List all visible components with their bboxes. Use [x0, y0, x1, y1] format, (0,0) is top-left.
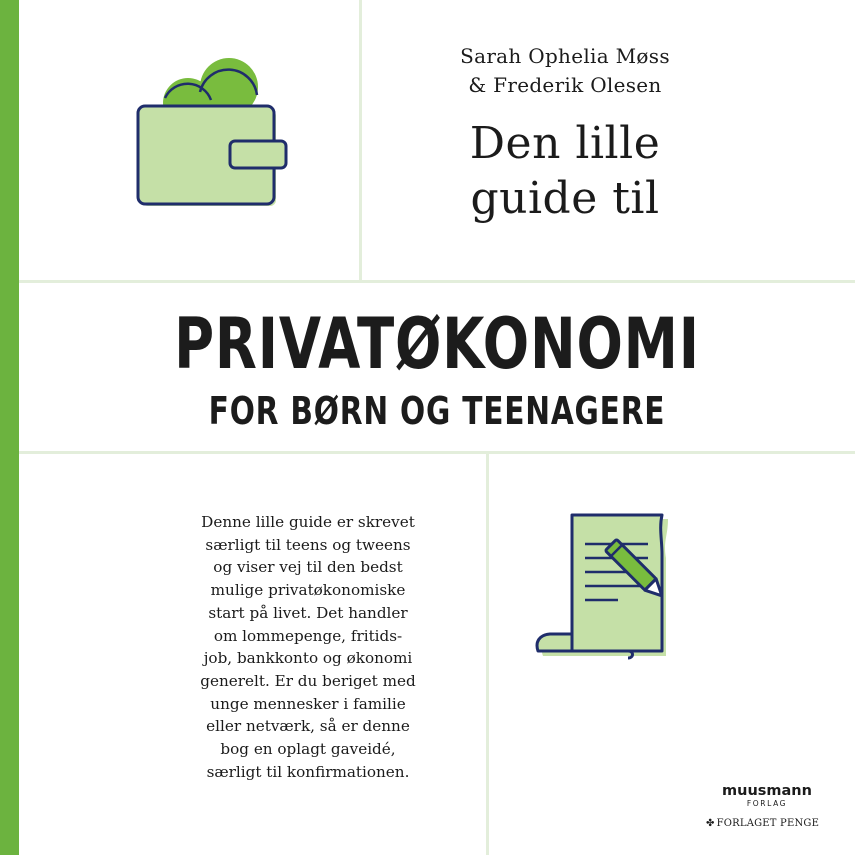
blurb-line: om lommepenge, fritids- — [213, 626, 403, 645]
author-line-1: Sarah Ophelia Møss — [460, 44, 670, 68]
publisher-name: muusmann — [722, 783, 812, 799]
document-with-pen-icon — [530, 506, 700, 670]
wallet-with-coins-icon — [130, 50, 300, 224]
blurb-line: og viser vej til den bedst — [213, 558, 403, 577]
book-title: PRIVATØKONOMI — [174, 303, 700, 385]
blurb-line: særligt til konfirmationen. — [206, 762, 410, 781]
cover-spine-stripe — [0, 0, 19, 855]
blurb-line: job, bankkonto og økonomi — [203, 649, 413, 668]
book-tagline: FOR BØRN OG TEENAGERE — [208, 389, 666, 433]
blurb-line: generelt. Er du beriget med — [200, 671, 416, 690]
blurb-line: Denne lille guide er skrevet — [201, 513, 415, 531]
grid-line-vertical-bottom — [486, 454, 489, 855]
clover-mark-icon: ✤ — [706, 818, 715, 829]
subtitle-line-2: guide til — [470, 173, 660, 224]
grid-line-vertical-top — [359, 0, 362, 280]
blurb-line: start på livet. Det handler — [208, 603, 408, 622]
cover-blurb — [150, 511, 466, 783]
secondary-publisher-name: FORLAGET PENGE — [716, 818, 820, 829]
blurb-line: eller netværk, så er denne — [206, 717, 410, 736]
subtitle-line-1: Den lille — [469, 118, 661, 169]
blurb-line: bog en oplagt gaveidé, — [220, 740, 396, 759]
publisher-logo-muusmann — [712, 784, 822, 808]
author-line-2: & Frederik Olesen — [468, 73, 662, 97]
blurb-line: særligt til teens og tweens — [205, 535, 411, 554]
grid-line-horizontal-lower — [19, 451, 855, 454]
blurb-line: mulige privatøkonomiske — [210, 581, 406, 600]
publisher-subname: FORLAG — [746, 799, 788, 808]
grid-line-horizontal-upper — [19, 280, 855, 283]
blurb-line: unge mennesker i familie — [210, 694, 406, 713]
publisher-logo-forlaget-penge — [706, 818, 819, 829]
author-names — [420, 42, 710, 100]
subtitle — [410, 116, 720, 226]
